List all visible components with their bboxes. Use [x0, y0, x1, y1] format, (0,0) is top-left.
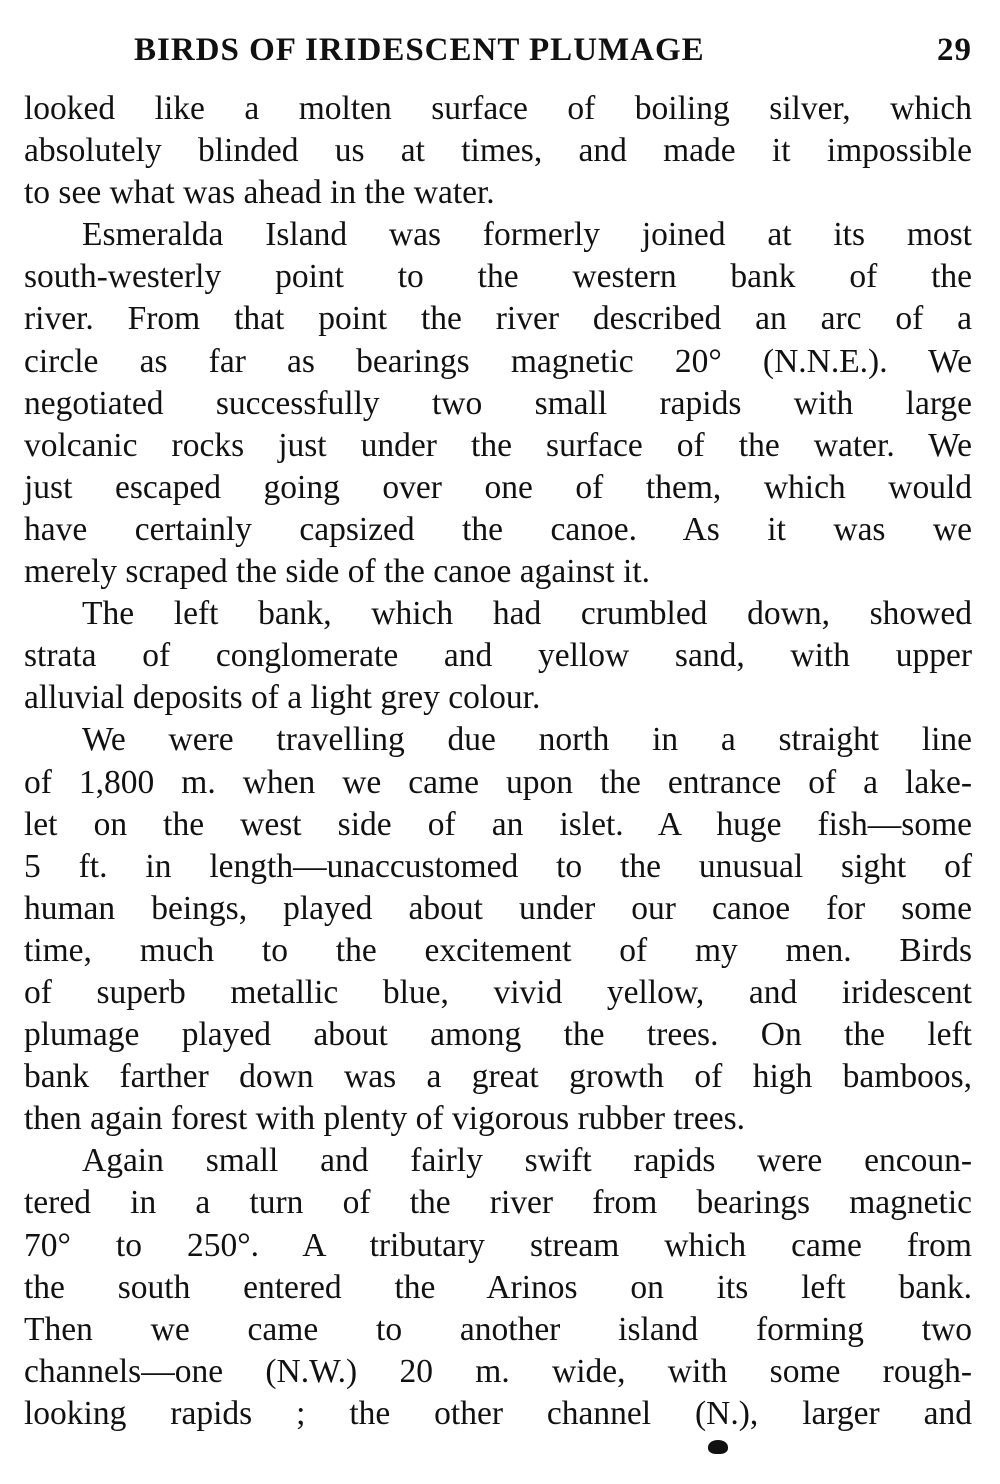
text-line: looked like a molten surface of boiling silver, which — [24, 90, 972, 127]
text-line: absolutely blinded us at times, and made it impossible — [24, 132, 972, 170]
text-line: Esmeralda Island was formerly joined at its most — [82, 216, 972, 254]
text-line: human beings, played about under our canoe for some — [24, 889, 972, 927]
text-line: circle as far as bearings magnetic 20° (N.N.E.). We — [24, 342, 972, 380]
text-line: bank farther down was a great growth of high bamboos, — [24, 1058, 972, 1096]
text-line: Then we came to another island forming two — [24, 1310, 972, 1348]
text-line: then again forest with plenty of vigorous rubber trees. — [24, 1100, 745, 1138]
text-line: The left bank, which had crumbled down, showed — [82, 595, 972, 633]
text-line: 70° to 250°. A tributary stream which came from — [24, 1226, 972, 1264]
text-line: strata of conglomerate and yellow sand, with upper — [24, 637, 972, 675]
text-line: alluvial deposits of a light grey colour. — [24, 679, 541, 717]
ink-smudge — [708, 1440, 728, 1454]
text-line: We were travelling due north in a straight line — [82, 721, 972, 759]
text-line: south-westerly point to the western bank of the — [24, 258, 972, 296]
text-line: time, much to the excitement of my men. Birds — [24, 931, 972, 969]
running-title: BIRDS OF IRIDESCENT PLUMAGE — [134, 32, 705, 68]
text-line: plumage played about among the trees. On the left — [24, 1016, 972, 1054]
text-line: the south entered the Arinos on its left bank. — [24, 1268, 972, 1306]
text-line: merely scraped the side of the canoe against it. — [24, 553, 651, 591]
text-line: channels—one (N.W.) 20 m. wide, with some rough- — [24, 1352, 972, 1390]
text-line: let on the west side of an islet. A huge fish—some — [24, 805, 972, 843]
text-line: of superb metallic blue, vivid yellow, and iridescent — [24, 973, 972, 1011]
text-line: have certainly capsized the canoe. As it was we — [24, 510, 972, 548]
text-line: tered in a turn of the river from bearings magnetic — [24, 1184, 972, 1222]
text-line: negotiated successfully two small rapids with large — [24, 384, 972, 422]
book-page — [24, 26, 972, 1435]
text-line: volcanic rocks just under the surface of the water. We — [24, 426, 972, 464]
text-line: of 1,800 m. when we came upon the entrance of a lake- — [24, 763, 972, 801]
page-number: 29 — [937, 32, 972, 68]
text-line: looking rapids ; the other channel (N.), larger and — [24, 1394, 972, 1432]
text-line: 5 ft. in length—unaccustomed to the unusual sight of — [24, 847, 972, 885]
text-line: just escaped going over one of them, which would — [24, 468, 972, 506]
body-text — [24, 88, 972, 1435]
text-line: Again small and fairly swift rapids were encoun- — [82, 1142, 972, 1180]
text-line: river. From that point the river described an arc of a — [24, 300, 972, 338]
running-head — [24, 26, 972, 74]
text-line: to see what was ahead in the water. — [24, 174, 495, 212]
